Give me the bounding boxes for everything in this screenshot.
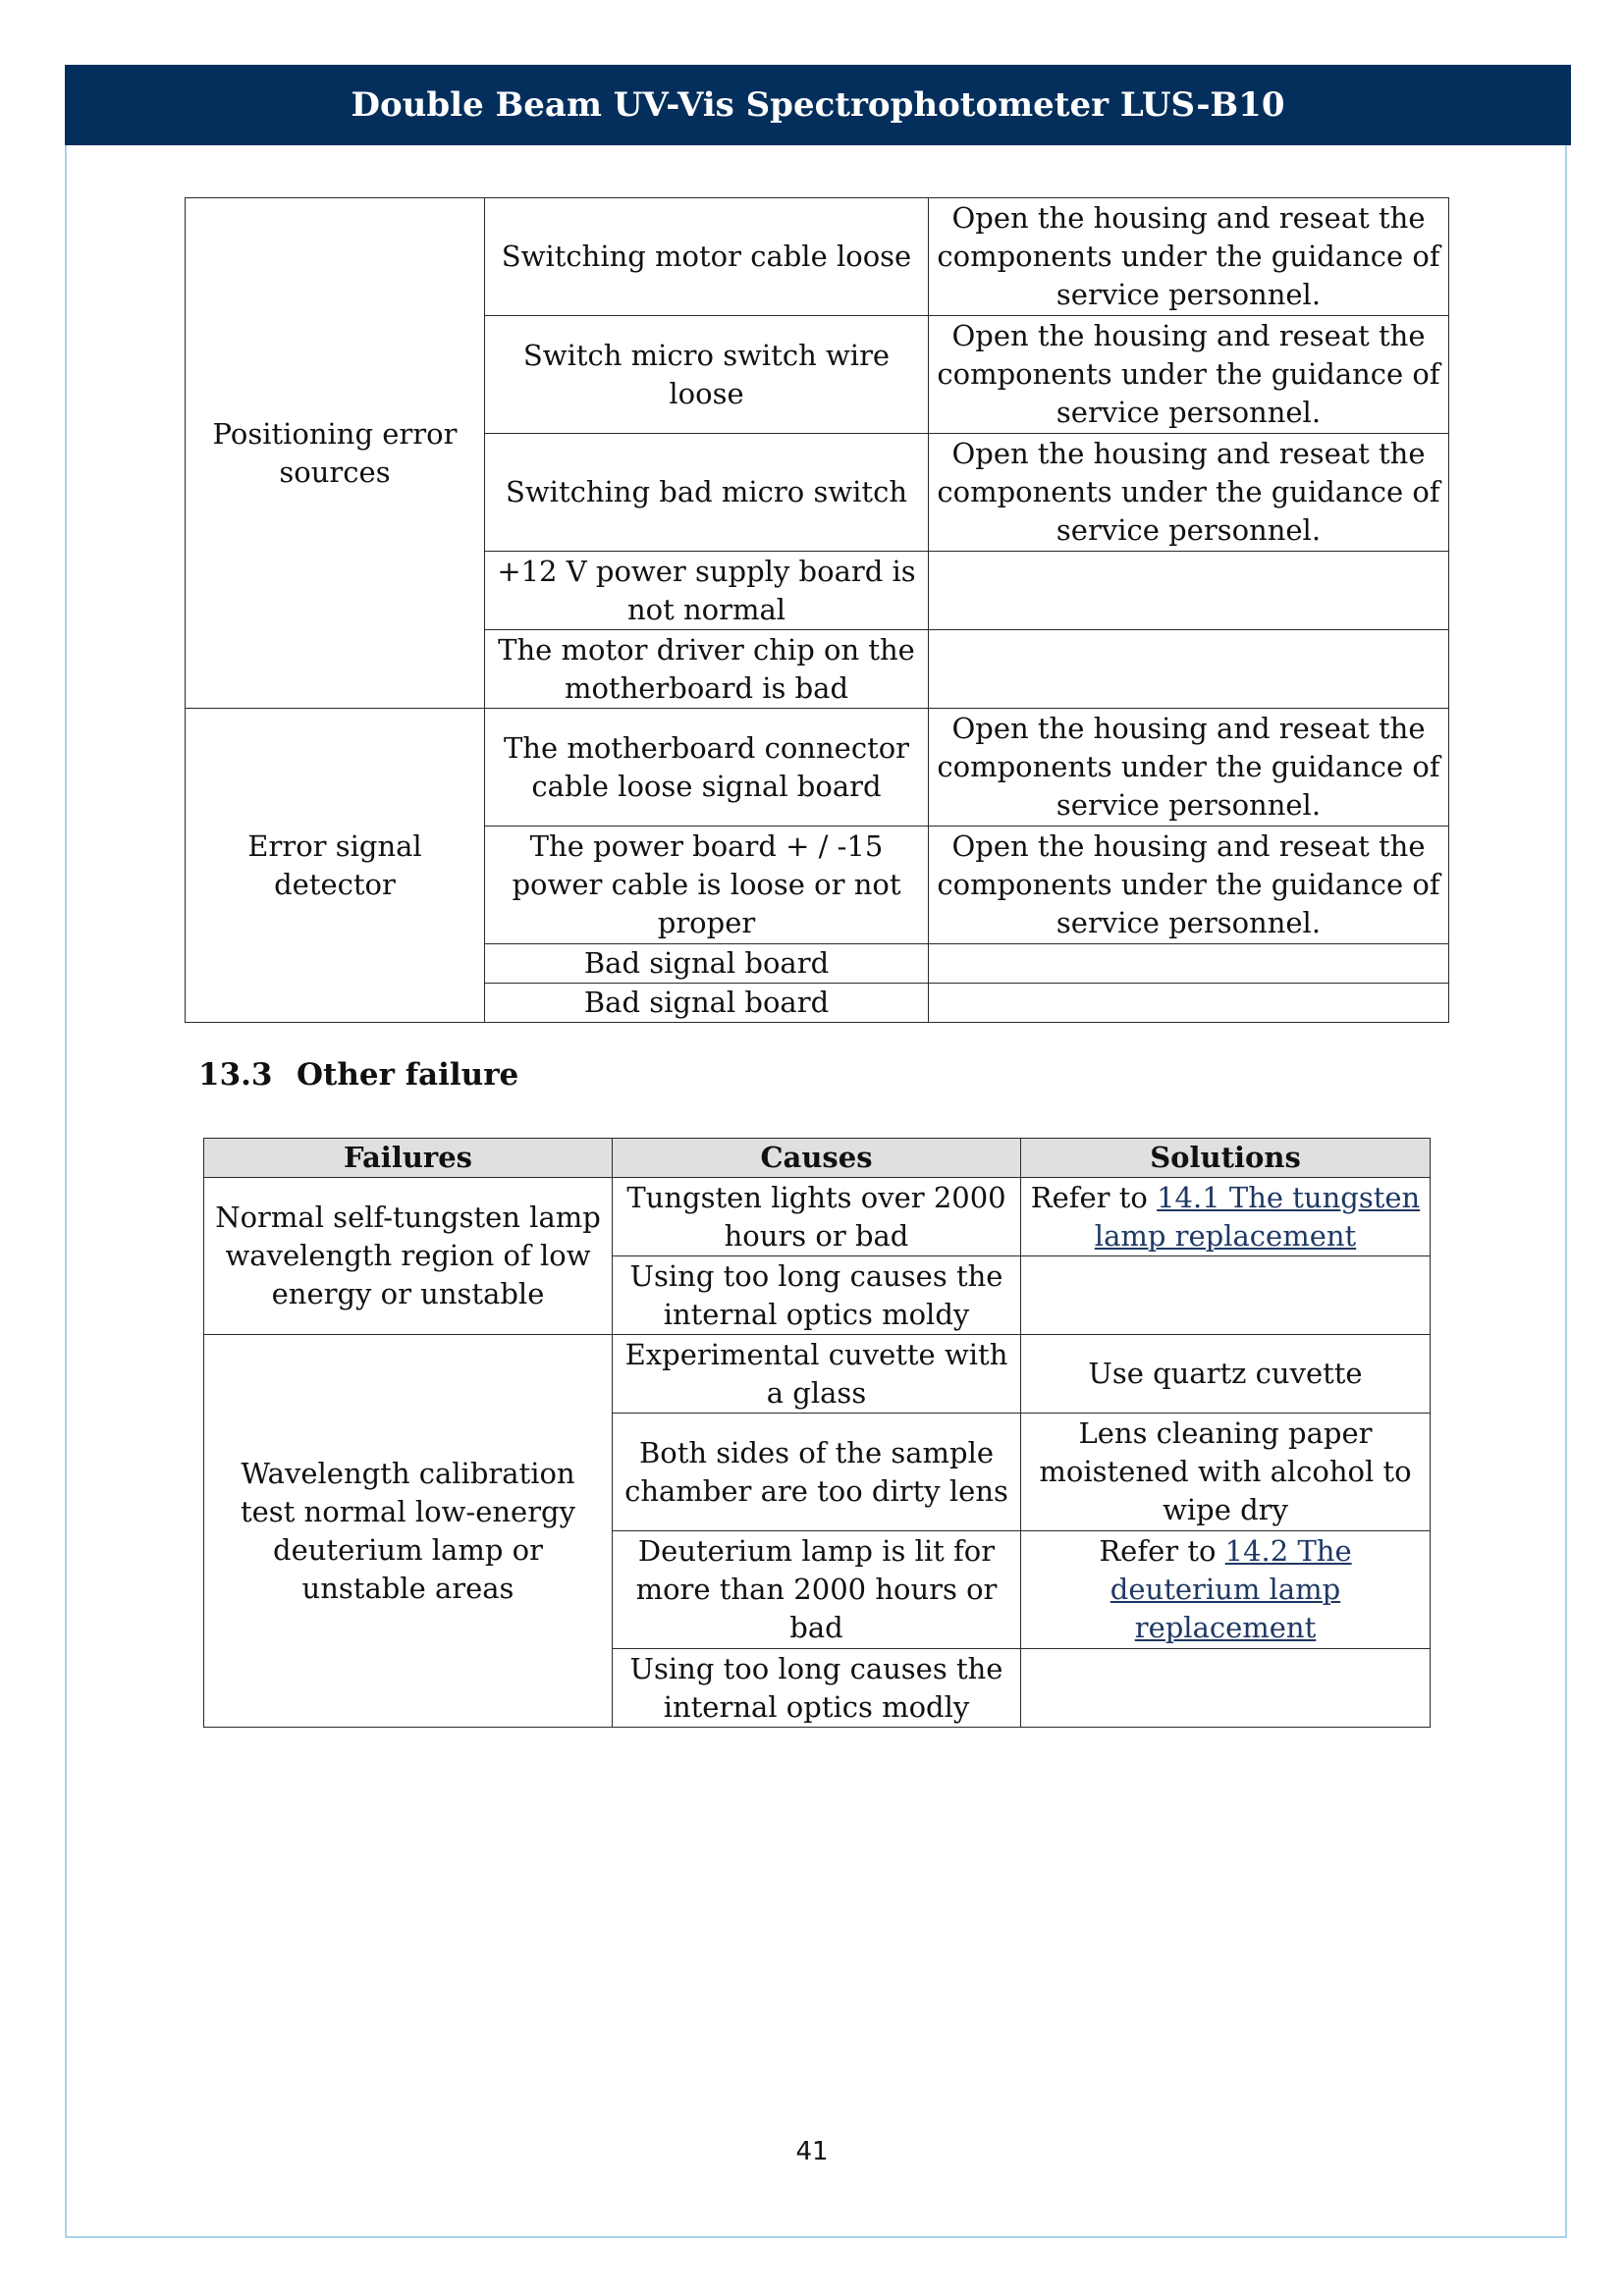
section-number: 13.3	[198, 1057, 273, 1093]
failure-cell: Error signal detector	[186, 709, 485, 1023]
solution-cell: Open the housing and reseat the components under the guidance of service personnel.	[929, 827, 1449, 944]
cause-cell: The motherboard connector cable loose signal board	[485, 709, 929, 827]
cause-cell: Using too long causes the internal optics moldy	[613, 1256, 1021, 1335]
solution-cell	[1021, 1178, 1431, 1256]
column-header-failures: Failures	[204, 1139, 613, 1178]
deuterium-lamp-replacement-link[interactable]: 14.2 The deuterium lamp replacement	[1110, 1534, 1352, 1644]
column-header-causes: Causes	[613, 1139, 1021, 1178]
page-number: 41	[795, 2137, 829, 2166]
solution-cell: Open the housing and reseat the components under the guidance of service personnel.	[929, 198, 1449, 316]
section-title: Other failure	[297, 1057, 519, 1093]
solution-cell	[929, 984, 1449, 1023]
solution-cell	[1021, 1256, 1431, 1335]
troubleshooting-table-continued	[185, 197, 1449, 1023]
cause-cell: Switching bad micro switch	[485, 434, 929, 552]
cause-cell: Switching motor cable loose	[485, 198, 929, 316]
table-header-row	[204, 1139, 1431, 1178]
solution-cell: Lens cleaning paper moistened with alcohol to wipe dry	[1021, 1414, 1431, 1531]
solution-cell: Open the housing and reseat the components under the guidance of service personnel.	[929, 316, 1449, 434]
other-failure-table	[203, 1138, 1431, 1728]
cause-cell: Bad signal board	[485, 984, 929, 1023]
cause-cell: The power board + / -15 power cable is loose or not proper	[485, 827, 929, 944]
failure-cell: Positioning error sources	[186, 198, 485, 709]
table-row	[204, 1335, 1431, 1414]
solution-prefix: Refer to	[1030, 1180, 1158, 1214]
solution-cell	[929, 944, 1449, 984]
solution-cell	[929, 552, 1449, 630]
failure-cell: Normal self-tungsten lamp wavelength region of low energy or unstable	[204, 1178, 613, 1335]
table-row	[186, 709, 1449, 827]
document-title: Double Beam UV-Vis Spectrophotometer LUS-B10	[351, 85, 1285, 125]
cause-cell: Switch micro switch wire loose	[485, 316, 929, 434]
solution-cell: Open the housing and reseat the components under the guidance of service personnel.	[929, 434, 1449, 552]
failure-cell: Wavelength calibration test normal low-energy deuterium lamp or unstable areas	[204, 1335, 613, 1728]
cause-cell: Bad signal board	[485, 944, 929, 984]
cause-cell: Both sides of the sample chamber are too dirty lens	[613, 1414, 1021, 1531]
cause-cell: The motor driver chip on the motherboard is bad	[485, 630, 929, 709]
table-row	[186, 198, 1449, 316]
solution-prefix: Refer to	[1099, 1534, 1225, 1568]
cause-cell: +12 V power supply board is not normal	[485, 552, 929, 630]
section-heading	[198, 1057, 518, 1093]
solution-cell	[1021, 1531, 1431, 1649]
document-header	[65, 65, 1571, 145]
solution-cell: Use quartz cuvette	[1021, 1335, 1431, 1414]
cause-cell: Deuterium lamp is lit for more than 2000 hours or bad	[613, 1531, 1021, 1649]
tungsten-lamp-replacement-link[interactable]: 14.1 The tungsten lamp replacement	[1094, 1180, 1421, 1253]
solution-cell: Open the housing and reseat the components under the guidance of service personnel.	[929, 709, 1449, 827]
table-row	[204, 1178, 1431, 1256]
cause-cell: Experimental cuvette with a glass	[613, 1335, 1021, 1414]
cause-cell: Tungsten lights over 2000 hours or bad	[613, 1178, 1021, 1256]
column-header-solutions: Solutions	[1021, 1139, 1431, 1178]
cause-cell: Using too long causes the internal optics modly	[613, 1649, 1021, 1728]
solution-cell	[929, 630, 1449, 709]
solution-cell	[1021, 1649, 1431, 1728]
